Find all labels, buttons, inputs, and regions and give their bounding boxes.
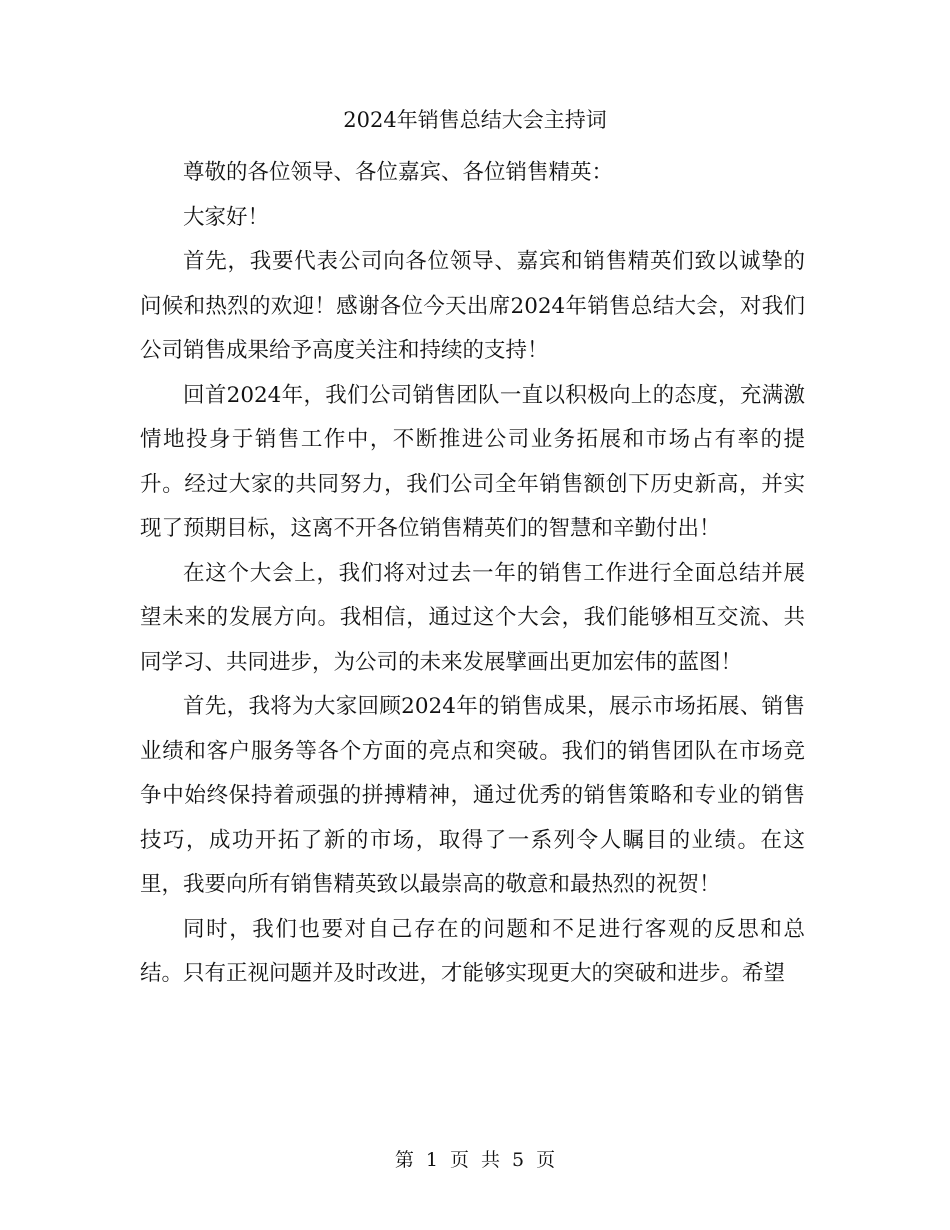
salutation-paragraph: 尊敬的各位领导、各位嘉宾、各位销售精英：: [183, 160, 614, 185]
body-paragraph: 首先，我要代表公司向各位领导、嘉宾和销售精英们致以诚挚的问候和热烈的欢迎！感谢各位今天出席2024年销售总结大会，对我们公司销售成果给予高度关注和持续的支持！: [140, 249, 805, 363]
greeting-paragraph: 大家好！: [183, 204, 270, 230]
body-paragraph: 回首2024年，我们公司销售团队一直以积极向上的态度，充满激情地投身于销售工作中，不断推进公司业务拓展和市场占有率的提升。经过大家的共同努力，我们公司全年销售额创下历史新高，并实现了预期目标，这离不开各位销售精英们的智慧和辛勤付出！: [140, 382, 805, 541]
document-body: [140, 151, 805, 997]
body-paragraph: 首先，我将为大家回顾2024年的销售成果，展示市场拓展、销售业绩和客户服务等各个方面的亮点和突破。我们的销售团队在市场竞争中始终保持着顽强的拼搏精神，通过优秀的销售策略和专业的销售技巧，成功开拓了新的市场，取得了一系列令人瞩目的业绩。在这里，我要向所有销售精英致以最崇高的敬意和最热烈的祝贺！: [140, 694, 805, 897]
document-title: 2024年销售总结大会主持词: [343, 108, 607, 132]
body-paragraph: 同时，我们也要对自己存在的问题和不足进行客观的反思和总结。只有正视问题并及时改进，才能够实现更大的突破和进步。希望: [140, 916, 805, 986]
page-number-footer: 第 1 页 共 5 页: [394, 1149, 556, 1171]
body-paragraph: 在这个大会上，我们将对过去一年的销售工作进行全面总结并展望未来的发展方向。我相信，通过这个大会，我们能够相互交流、共同学习、共同进步，为公司的未来发展擘画出更加宏伟的蓝图！: [140, 560, 805, 675]
